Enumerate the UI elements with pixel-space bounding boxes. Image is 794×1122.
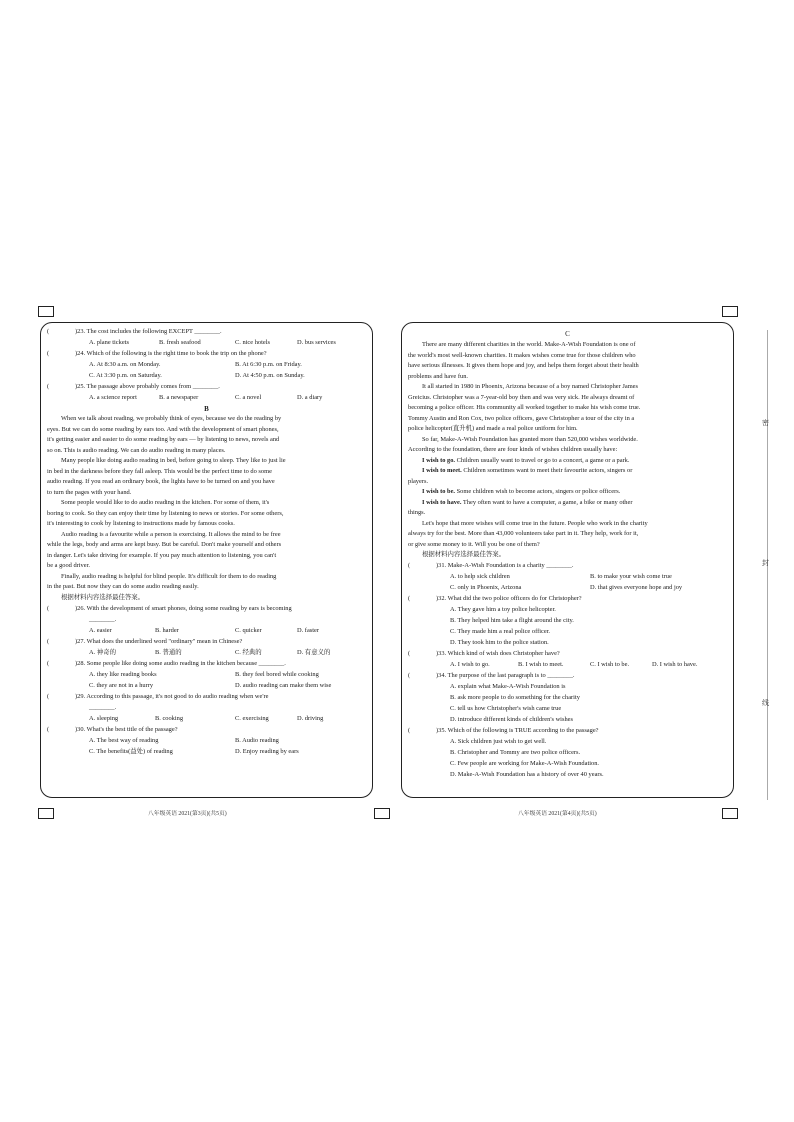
passage-line: so on. This is audio reading. We can do audio reading in many places. bbox=[47, 446, 226, 454]
option: D. At 4:50 p.m. on Sunday. bbox=[235, 372, 305, 379]
option: B. to make your wish come true bbox=[590, 573, 672, 580]
option: D. I wish to have. bbox=[652, 661, 698, 668]
question-31-stem: )31. Make-A-Wish Foundation is a charity ________. bbox=[436, 562, 574, 569]
option: B. At 6:30 p.m. on Friday. bbox=[235, 361, 302, 368]
question-28-stem: )28. Some people like doing some audio reading in the kitchen because ________. bbox=[75, 660, 286, 667]
answer-paren: ( bbox=[408, 650, 411, 657]
option: B. they feel bored while cooking bbox=[235, 671, 319, 678]
question-30-stem: )30. What's the best title of the passage? bbox=[75, 726, 178, 733]
passage-line: So far, Make-A-Wish Foundation has granted more than 520,000 wishes worldwide. bbox=[422, 435, 638, 443]
passage-line: boring to cook. So they can enjoy their time by listening to news or stories. For some others, bbox=[47, 509, 284, 517]
wish-be-line bbox=[408, 487, 727, 498]
corner-mark-top-left bbox=[38, 306, 54, 317]
wish-have-label: I wish to have. bbox=[422, 498, 462, 506]
option: A. I wish to go. bbox=[450, 661, 490, 668]
option: A. sleeping bbox=[89, 715, 119, 722]
passage-line: in danger. Let's take driving for example. If you pay much attention to listening, you can't bbox=[47, 551, 277, 559]
wish-meet-text: Children sometimes want to meet their favourite actors, singers or bbox=[461, 467, 633, 474]
answer-paren: ( bbox=[47, 605, 50, 612]
option: A. explain what Make-A-Wish Foundation is bbox=[450, 683, 566, 690]
option: C. only in Phoenix, Arizona bbox=[450, 584, 522, 591]
question-24-stem: )24. Which of the following is the right time to book the trip on the phone? bbox=[75, 350, 267, 357]
passage-line: Tommy Austin and Ron Cox, two police officers, gave Christopher a tour of the city in a bbox=[408, 414, 635, 422]
option: C. I wish to be. bbox=[590, 661, 630, 668]
passage-line: Finally, audio reading is helpful for blind people. It's difficult for them to do reading bbox=[61, 572, 277, 580]
corner-mark-bottom-center bbox=[374, 808, 390, 819]
option: B. 普通的 bbox=[155, 649, 182, 656]
option: B. Christopher and Tommy are two police officers. bbox=[450, 749, 581, 756]
passage-line: eyes. But we can do some reading by ears too. And with the development of smart phones, bbox=[47, 425, 279, 433]
passage-line: It all started in 1980 in Phoenix, Arizona because of a boy named Christopher James bbox=[422, 383, 638, 390]
option: B. harder bbox=[155, 627, 179, 634]
passage-line: be a good driver. bbox=[47, 562, 90, 569]
wish-have-text: They often want to have a computer, a game, a bike or many other bbox=[461, 498, 633, 506]
option: A. At 8:30 a.m. on Monday. bbox=[89, 361, 161, 368]
option: C. a novel bbox=[235, 394, 262, 401]
answer-paren: ( bbox=[47, 328, 50, 335]
margin-char-mi: 密 bbox=[762, 419, 769, 427]
wish-meet-label: I wish to meet. bbox=[422, 467, 462, 474]
left-page-panel bbox=[40, 322, 373, 798]
option: D. Make-A-Wish Foundation has a history of over 40 years. bbox=[450, 771, 604, 778]
passage-line: while the legs, body and arms are kept busy. But be careful. Don't make yourself and others bbox=[47, 541, 282, 548]
passage-line: to turn the pages with your hand. bbox=[47, 488, 132, 496]
passage-line: Let's hope that more wishes will come true in the future. People who work in the charity bbox=[422, 519, 648, 527]
passage-line: in the past. But now they can do some audio reading easily. bbox=[47, 583, 199, 590]
answer-paren: ( bbox=[47, 383, 50, 390]
wish-go-text: Children usually want to travel or go to a concert, a game or a park. bbox=[455, 456, 630, 464]
answer-paren: ( bbox=[408, 672, 411, 679]
option: C. quicker bbox=[235, 627, 262, 634]
passage-line: in bed in the darkness before they fall asleep. This would be the perfect time to do some bbox=[47, 467, 272, 475]
answer-paren: ( bbox=[47, 350, 50, 357]
instruction-text: 根据材料内容选择最佳答案。 bbox=[422, 551, 506, 558]
option: B. I wish to meet. bbox=[518, 661, 564, 668]
passage-line: it's getting easier and easier to do some reading by ears — by listening to news, novels and bbox=[47, 436, 280, 443]
passage-line: police helicopter(直升机) and made a real police uniform for him. bbox=[408, 425, 578, 432]
option: D. audio reading can make them wise bbox=[235, 682, 332, 689]
option: A. 神奇的 bbox=[89, 649, 116, 656]
passage-line: always try for the best. More than 43,000 volunteers take part in it. They help, work for it, bbox=[408, 530, 639, 537]
option: C. Few people are working for Make-A-Wish Foundation. bbox=[450, 760, 600, 767]
question-33-stem: )33. Which kind of wish does Christopher have? bbox=[436, 650, 560, 657]
passage-line: becoming a police officer. His community all worked together to make his wish come true. bbox=[408, 404, 641, 411]
passage-line: players. bbox=[408, 477, 429, 485]
option: C. The benefits(益处) of reading bbox=[89, 748, 173, 755]
option: D. They took him to the police station. bbox=[450, 639, 549, 646]
question-29-stem: )29. According to this passage, it's not good to do audio reading when we're bbox=[75, 693, 269, 700]
option: B. a newspaper bbox=[159, 394, 199, 401]
option: A. easier bbox=[89, 627, 112, 634]
wish-be-text: Some children wish to become actors, singers or police officers. bbox=[455, 488, 621, 495]
answer-paren: ( bbox=[47, 638, 50, 645]
passage-line: Some people would like to do audio reading in the kitchen. For some of them, it's bbox=[61, 499, 270, 506]
option: A. to help sick children bbox=[450, 573, 510, 580]
instruction-text: 根据材料内容选择最佳答案。 bbox=[61, 593, 145, 601]
option: D. Enjoy reading by ears bbox=[235, 748, 299, 755]
option: C. They made him a real police officer. bbox=[450, 628, 551, 635]
option: A. plane tickets bbox=[89, 339, 129, 346]
option: B. Audio reading bbox=[235, 737, 279, 744]
passage-line: audio reading. If you read an ordinary book, the lights have to be turned on and you have bbox=[47, 478, 275, 485]
passage-line: or give some money to it. Will you be one of them? bbox=[408, 540, 540, 548]
question-34-stem: )34. The purpose of the last paragraph is to ________. bbox=[436, 672, 575, 679]
corner-mark-bottom-right bbox=[722, 808, 738, 819]
right-page-panel bbox=[401, 322, 734, 798]
option: B. fresh seafood bbox=[159, 339, 201, 346]
question-27-stem: )27. What does the underlined word "ordinary" mean in Chinese? bbox=[75, 638, 243, 645]
option: C. tell us how Christopher's wish came true bbox=[450, 705, 562, 712]
wish-meet-line bbox=[408, 466, 727, 477]
option: D. 有意义的 bbox=[297, 649, 331, 656]
question-35-stem: )35. Which of the following is TRUE according to the passage? bbox=[436, 727, 599, 734]
passage-line: There are many different charities in the world. Make-A-Wish Foundation is one of bbox=[422, 341, 636, 348]
answer-blank: ________. bbox=[89, 616, 117, 623]
answer-paren: ( bbox=[47, 693, 50, 700]
passage-line: Greicius. Christopher was a 7-year-old boy then and was very sick. He always dreamt of bbox=[408, 393, 635, 401]
option: D. a diary bbox=[297, 394, 323, 401]
option: C. nice hotels bbox=[235, 339, 270, 346]
option: D. faster bbox=[297, 627, 320, 634]
option: D. introduce different kinds of children's wishes bbox=[450, 716, 573, 723]
question-26-stem: )26. With the development of smart phones, doing some reading by ears is becoming bbox=[75, 605, 292, 612]
question-25-stem: )25. The passage above probably comes from ________. bbox=[75, 383, 220, 390]
passage-line: When we talk about reading, we probably think of eyes, because we do the reading by bbox=[61, 415, 282, 422]
question-32-stem: )32. What did the two police officers do for Christopher? bbox=[436, 595, 582, 602]
passage-line: According to the foundation, there are four kinds of wishes children usually have: bbox=[408, 446, 618, 453]
page-footer-left: 八年级英语 2021(第3页)(共5页) bbox=[148, 811, 227, 817]
section-heading-b: B bbox=[204, 405, 209, 413]
option: A. They gave him a toy police helicopter. bbox=[450, 606, 556, 613]
passage-line: have serious illnesses. It gives them hope and joy, and helps them forget about their health bbox=[408, 362, 639, 369]
passage-line: the world's most well-known charities. It makes wishes come true for those children who bbox=[408, 351, 636, 359]
option: B. ask more people to do something for the charity bbox=[450, 694, 580, 701]
wish-have-line bbox=[408, 498, 727, 509]
corner-mark-bottom-left bbox=[38, 808, 54, 819]
page-footer-right: 八年级英语 2021(第4页)(共5页) bbox=[518, 811, 597, 817]
answer-blank: ________. bbox=[89, 704, 117, 711]
margin-char-xian: 线 bbox=[762, 699, 769, 707]
option: C. they are not in a hurry bbox=[89, 682, 154, 689]
margin-char-feng: 封 bbox=[762, 559, 769, 567]
question-23-stem: )23. The cost includes the following EXCEPT ________. bbox=[75, 328, 222, 335]
option: A. The best way of reading bbox=[89, 737, 159, 744]
answer-paren: ( bbox=[408, 562, 411, 569]
option: A. a science report bbox=[89, 394, 137, 401]
option: A. Sick children just wish to get well. bbox=[450, 738, 547, 745]
passage-line: problems and have fun. bbox=[408, 372, 468, 380]
corner-mark-top-right bbox=[722, 306, 738, 317]
option: C. 经典的 bbox=[235, 649, 262, 656]
option: C. At 3:30 p.m. on Saturday. bbox=[89, 372, 162, 379]
option: D. driving bbox=[297, 715, 324, 722]
wish-be-label: I wish to be. bbox=[422, 488, 456, 495]
option: C. exercising bbox=[235, 715, 269, 722]
answer-paren: ( bbox=[47, 660, 50, 667]
answer-paren: ( bbox=[408, 727, 411, 734]
answer-paren: ( bbox=[47, 726, 50, 733]
option: B. They helped him take a flight around the city. bbox=[450, 617, 574, 624]
option: D. bus services bbox=[297, 339, 336, 346]
wish-go-label: I wish to go. bbox=[422, 456, 456, 464]
wish-go-line bbox=[408, 456, 727, 467]
passage-line: Audio reading is a favourite while a person is exercising. It allows the mind to be free bbox=[61, 530, 281, 538]
option: D. that gives everyone hope and joy bbox=[590, 584, 683, 591]
option: B. cooking bbox=[155, 715, 184, 722]
option: A. they like reading books bbox=[89, 671, 157, 678]
passage-line: it's interesting to cook by listening to instructions made by famous cooks. bbox=[47, 520, 235, 527]
answer-paren: ( bbox=[408, 595, 411, 602]
passage-line: Many people like doing audio reading in bed, before going to sleep. They like to just lie bbox=[61, 457, 286, 464]
section-heading-c: C bbox=[565, 330, 570, 338]
passage-line: things. bbox=[408, 509, 426, 516]
